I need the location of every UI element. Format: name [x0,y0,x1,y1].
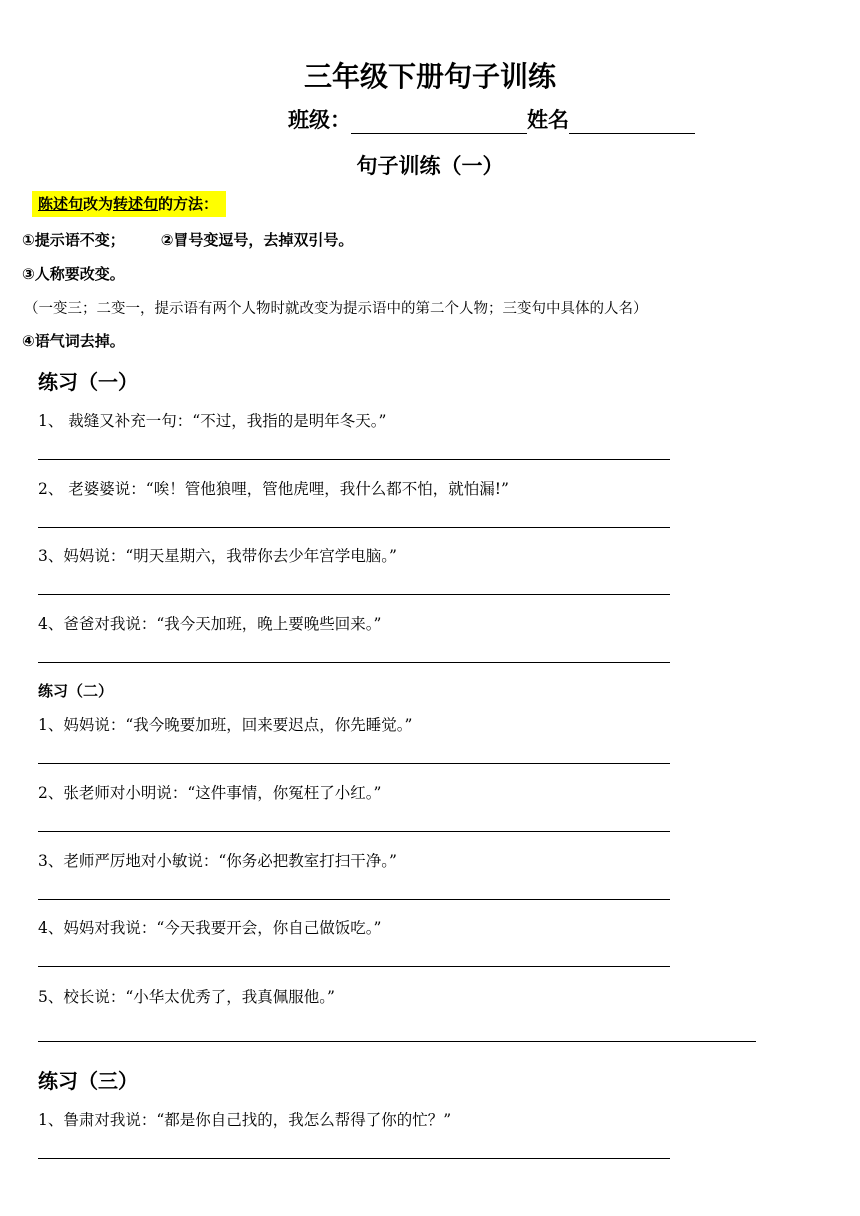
answer-line[interactable] [38,899,670,900]
name-blank[interactable] [569,111,695,134]
answer-line[interactable] [38,594,670,595]
rule-1-2 [22,229,353,250]
exercise-2-item-2: 2、张老师对小明说：“这件事情，你冤枉了小红。” [38,784,382,802]
exercise-2-item-4: 4、妈妈对我说：“今天我要开会，你自己做饭吃。” [38,919,382,937]
class-label: 班级： [288,108,351,132]
answer-line[interactable] [38,1041,756,1042]
rule-1: ①提示语不变； [22,231,125,249]
method-term-method: 的方法： [158,195,219,213]
exercise-3-item-1: 1、鲁肃对我说：“都是你自己找的，我怎么帮得了你的忙？” [38,1111,452,1129]
answer-line[interactable] [38,763,670,764]
exercise-1-item-1: 1、 裁缝又补充一句：“不过，我指的是明年冬天。” [38,412,387,430]
answer-line[interactable] [38,527,670,528]
rule-3-note: （一变三；二变一，提示语有两个人物时就改变为提示语中的第二个人物；三变句中具体的人名） [24,301,648,317]
name-label: 姓名 [527,108,569,132]
answer-line[interactable] [38,831,670,832]
rule-2: ②冒号变逗号，去掉双引号。 [160,231,354,249]
exercise-2-item-3: 3、老师严厉地对小敏说：“你务必把教室打扫干净。” [38,852,397,870]
exercise-2-item-5: 5、校长说：“小华太优秀了，我真佩服他。” [38,988,335,1006]
answer-line[interactable] [38,966,670,967]
exercise-1-item-3: 3、妈妈说：“明天星期六，我带你去少年宫学电脑。” [38,547,397,565]
answer-line[interactable] [38,662,670,663]
exercise-3-heading: 练习（三） [38,1069,138,1093]
rule-4: ④语气词去掉。 [22,332,125,350]
answer-line[interactable] [38,1158,670,1159]
method-highlight [32,191,226,217]
exercise-1-heading: 练习（一） [38,370,138,394]
exercise-1-item-2: 2、 老婆婆说：“唉！管他狼哩，管他虎哩，我什么都不怕，就怕漏!” [38,480,509,498]
page-title: 三年级下册句子训练 [303,60,556,93]
exercise-2-item-1: 1、妈妈说：“我今晚要加班，回来要迟点，你先睡觉。” [38,716,413,734]
answer-line[interactable] [38,459,670,460]
exercise-2-heading: 练习（二） [38,682,114,700]
class-name-line [288,104,695,134]
method-term-declarative: 陈述句 [38,195,84,213]
class-blank[interactable] [351,111,527,134]
exercise-1-item-4: 4、爸爸对我说：“我今天加班，晚上要晚些回来。” [38,615,382,633]
section-subtitle: 句子训练（一） [356,154,504,178]
method-term-change: 改为 [83,195,114,213]
rule-3: ③人称要改变。 [22,265,125,283]
method-term-reported: 转述句 [113,195,159,213]
